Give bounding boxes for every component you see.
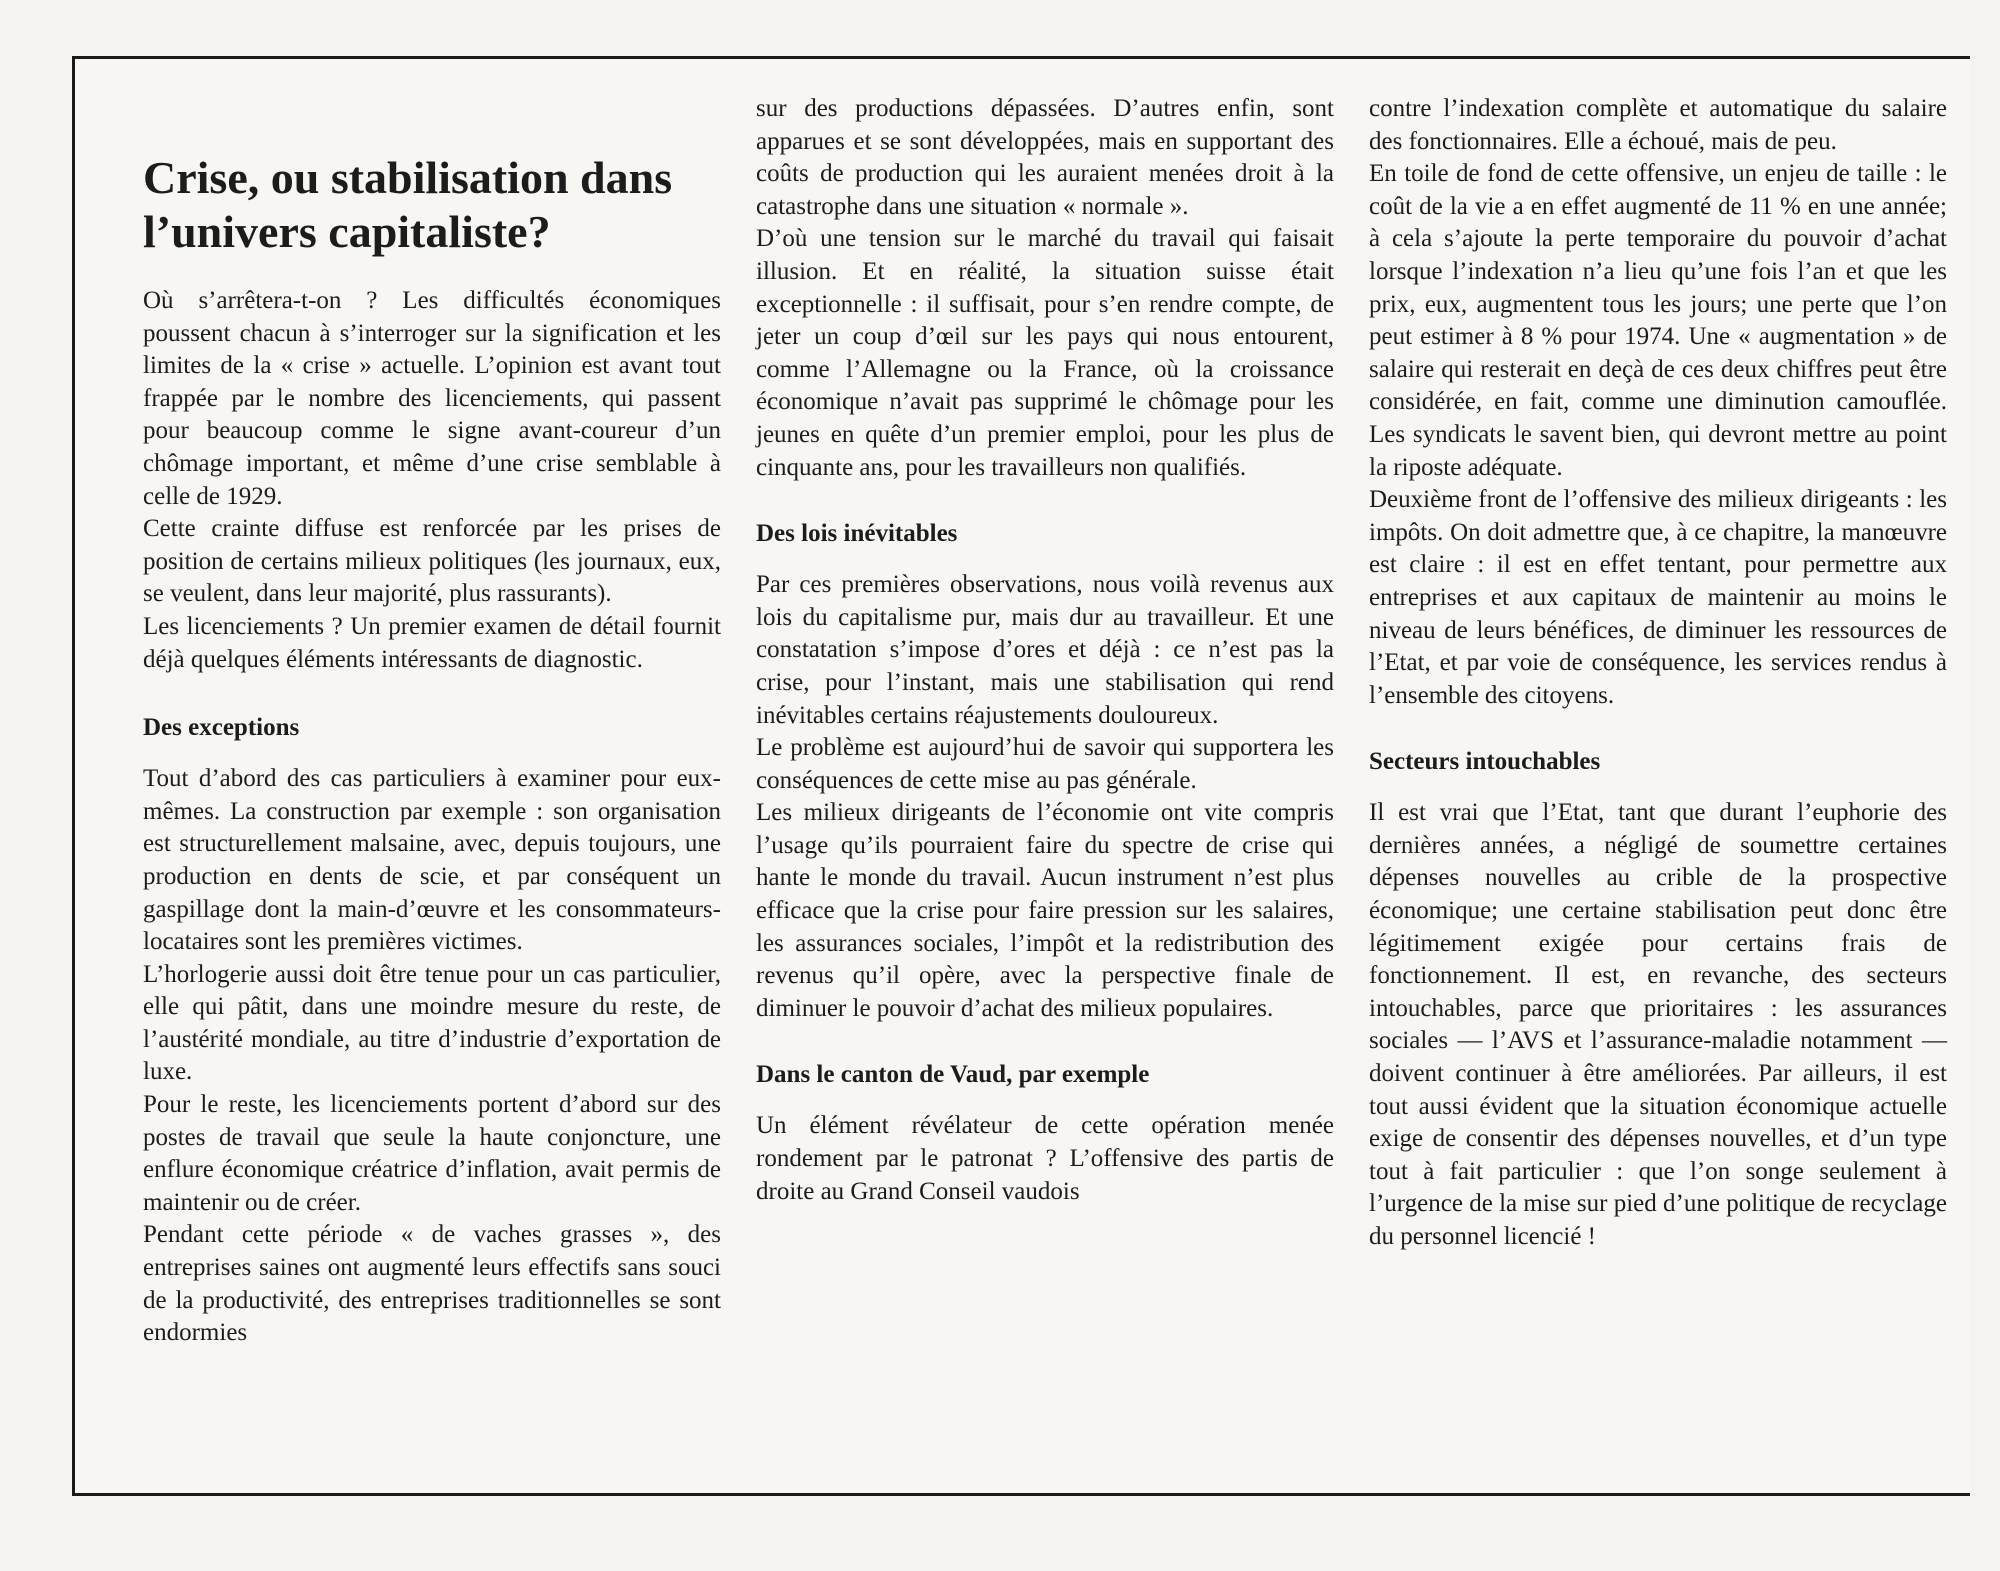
paragraph: Un élément révélateur de cette opération menée rondement par le patronat ? L’offensive des partis de droite au Grand Conseil vaudois (756, 1112, 1334, 1205)
paragraph: L’horlogerie aussi doit être tenue pour un cas particulier, elle qui pâtit, dans une moindre mesure du reste, de l’austérité mondiale, au titre d’industrie d’exportation de luxe. (143, 960, 721, 1086)
paragraph: sur des productions dépassées. D’autres enfin, sont apparues et se sont développées, mais en supportant des coûts de production qui les auraient menées droit à la catastrophe dans une situation « normale ». (756, 95, 1334, 220)
column-1 (143, 99, 721, 1350)
article-title: Crise, ou stabilisation dans l’univers capitaliste? (143, 152, 673, 257)
paragraph: Le problème est aujourd’hui de savoir qui supportera les conséquences de cette mise au pas générale. (756, 734, 1334, 794)
paragraph: Les milieux dirigeants de l’économie ont vite compris l’usage qu’ils pourraient faire du spectre de crise qui hante le monde du travail. Aucun instrument n’est plus efficace que la crise pour faire pression sur les salaires, les assurances sociales, l’impôt et la redistribution des revenus qu’il opère, avec la perspective finale de diminuer le pouvoir d’achat des milieux populaires. (756, 799, 1334, 1022)
section-heading: Dans le canton de Vaud, par exemple (756, 1061, 1150, 1089)
section-heading: Des lois inévitables (756, 520, 958, 548)
column-2 (756, 93, 1334, 1208)
paragraph: Par ces premières observations, nous voilà revenus aux lois du capitalisme pur, mais dur au travailleur. Et une constatation s’impose d’ores et déjà : ce n’est pas la crise, pour l’instant, mais une stabilisation qui rend inévitables certains réajustements douloureux. (756, 571, 1334, 729)
paragraph: Les licenciements ? Un premier examen de détail fournit déjà quelques éléments intéressants de diagnostic. (143, 612, 721, 673)
paragraph: Où s’arrêtera-t-on ? Les difficultés économiques poussent chacun à s’interroger sur la signification et les limites de la « crise » actuelle. L’opinion est avant tout frappée par le nombre des licenciements, qui passent pour beaucoup comme le signe avant-coureur d’un chômage important, et même d’une crise semblable à celle de 1929. (143, 287, 721, 510)
paragraph: Cette crainte diffuse est renforcée par les prises de position de certains milieux politiques (les journaux, eux, se veulent, dans leur majorité, plus rassurants). (143, 515, 721, 608)
section-heading: Secteurs intouchables (1369, 748, 1601, 776)
paragraph: D’où une tension sur le marché du travail qui faisait illusion. Et en réalité, la situation suisse était exceptionnelle : il suffisait, pour s’en rendre compte, de jeter un coup d’œil sur les pays qui nous entourent, comme l’Allemagne ou la France, où la croissance économique n’avait pas supprimé le chômage pour les jeunes en quête d’un premier emploi, pour les plus de cinquante ans, pour les travailleurs non qualifiés. (756, 225, 1334, 481)
paragraph: contre l’indexation complète et automatique du salaire des fonctionnaires. Elle a échoué, mais de peu. (1369, 95, 1947, 155)
article-frame (72, 56, 1970, 1496)
paragraph: Tout d’abord des cas particuliers à examiner pour eux-mêmes. La construction par exemple : son organisation est structurellement malsaine, avec, depuis toujours, une production en dents de scie, et par conséquent un gaspillage dont la main-d’œuvre et les consommateurs-locataires sont les premières victimes. (143, 765, 721, 956)
paragraph: Il est vrai que l’Etat, tant que durant l’euphorie des dernières années, a négligé de soumettre certaines dépenses nouvelles au crible de la prospective économique; une certaine stabilisation peut donc être légitimement exigée pour certains frais de fonctionnement. Il est, en revanche, des secteurs intouchables, parce que prioritaires : les assurances sociales — l’AVS et l’assurance-maladie notamment — doivent continuer à être améliorées. Par ailleurs, il est tout aussi évident que la situation économique actuelle exige de consentir des dépenses nouvelles, et d’un type tout à fait particulier : que l’on songe seulement à l’urgence de la mise sur pied d’une politique de recyclage du personnel licencié ! (1369, 799, 1947, 1250)
paragraph: En toile de fond de cette offensive, un enjeu de taille : le coût de la vie a en effet augmenté de 11 % en une année; à cela s’ajoute la perte temporaire du pouvoir d’achat lorsque l’indexation n’a lieu qu’une fois l’an et que les prix, eux, augmentent tous les jours; une perte que l’on peut estimer à 8 % pour 1974. Une « augmentation » de salaire qui resterait en deçà de ces deux chiffres peut être considérée, en fait, comme une diminution camouflée. Les syndicats le savent bien, qui devront mettre au point la riposte adéquate. (1369, 160, 1947, 481)
column-3 (1369, 93, 1947, 1254)
paragraph: Pour le reste, les licenciements portent d’abord sur des postes de travail que seule la haute conjoncture, une enflure économique créatrice d’inflation, avait permis de maintenir ou de créer. (143, 1091, 721, 1216)
paragraph: Deuxième front de l’offensive des milieux dirigeants : les impôts. On doit admettre que, à ce chapitre, la manœuvre est claire : il est en effet tentant, pour permettre aux entreprises et aux capitaux de maintenir au moins le niveau de leurs bénéfices, de diminuer les ressources de l’Etat, et par voie de conséquence, les services rendus à l’ensemble des citoyens. (1369, 486, 1947, 709)
paragraph: Pendant cette période « de vaches grasses », des entreprises saines ont augmenté leurs effectifs sans souci de la productivité, des entreprises traditionnelles se sont endormies (143, 1221, 721, 1347)
section-heading: Des exceptions (143, 714, 300, 742)
